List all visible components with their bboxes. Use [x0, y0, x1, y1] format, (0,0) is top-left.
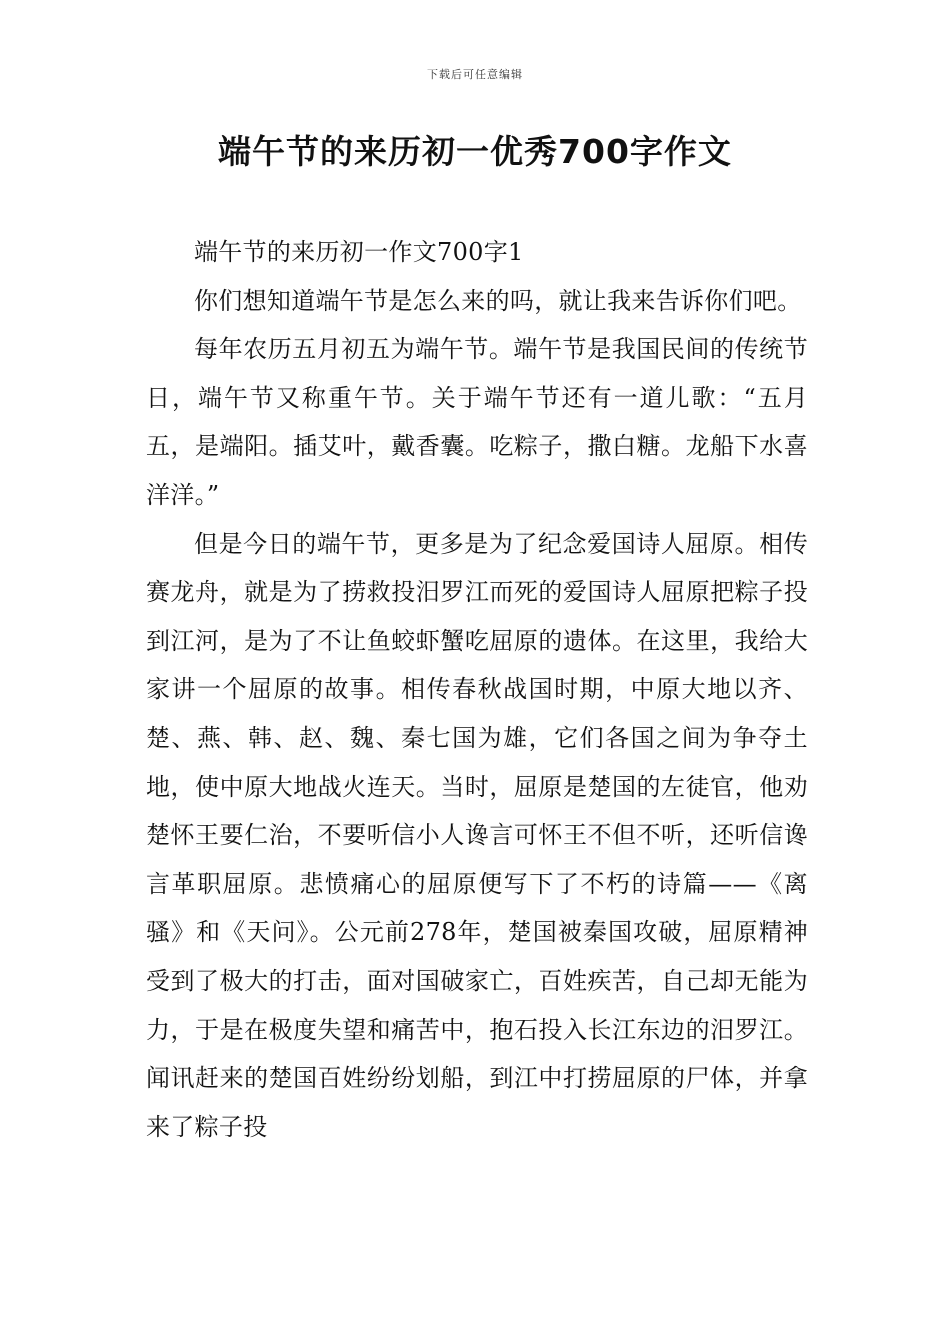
paragraph-intro: 你们想知道端午节是怎么来的吗，就让我来告诉你们吧。: [194, 286, 802, 315]
header-note: 下载后可任意编辑: [427, 68, 523, 81]
paragraph-festival: 每年农历五月初五为端午节。端午节是我国民间的传统节日，端午节又称重午节。关于端午节还有一道儿歌：“五月五，是端阳。插艾叶，戴香囊。吃粽子，撒白糖。龙船下水喜洋洋。”: [146, 335, 808, 509]
paragraph-subtitle: 端午节的来历初一作文700字1: [194, 238, 524, 266]
paragraph-quyuan: 但是今日的端午节，更多是为了纪念爱国诗人屈原。相传赛龙舟，就是为了捞救投汨罗江而死的爱国诗人屈原把粽子投到江河，是为了不让鱼蛟虾蟹吃屈原的遗体。在这里，我给大家讲一个屈原的故事。相传春秋战国时期，中原大地以齐、楚、燕、韩、赵、魏、秦七国为雄，它们各国之间为争夺土地，使中原大地战火连天。当时，屈原是楚国的左徒官，他劝楚怀王要仁治，不要听信小人谗言可怀王不但不听，还听信谗言革职屈原。悲愤痛心的屈原便写下了不朽的诗篇——《离骚》和《天问》。公元前278年，楚国被秦国攻破，屈原精神受到了极大的打击，面对国破家亡，百姓疾苦，自己却无能为力，于是在极度失望和痛苦中，抱石投入长江东边的汨罗江。闻讯赶来的楚国百姓纷纷划船，到江中打捞屈原的尸体，并拿来了粽子投: [146, 529, 808, 1141]
document-body: [146, 228, 808, 1151]
document-title: 端午节的来历初一优秀700字作文: [218, 132, 732, 171]
